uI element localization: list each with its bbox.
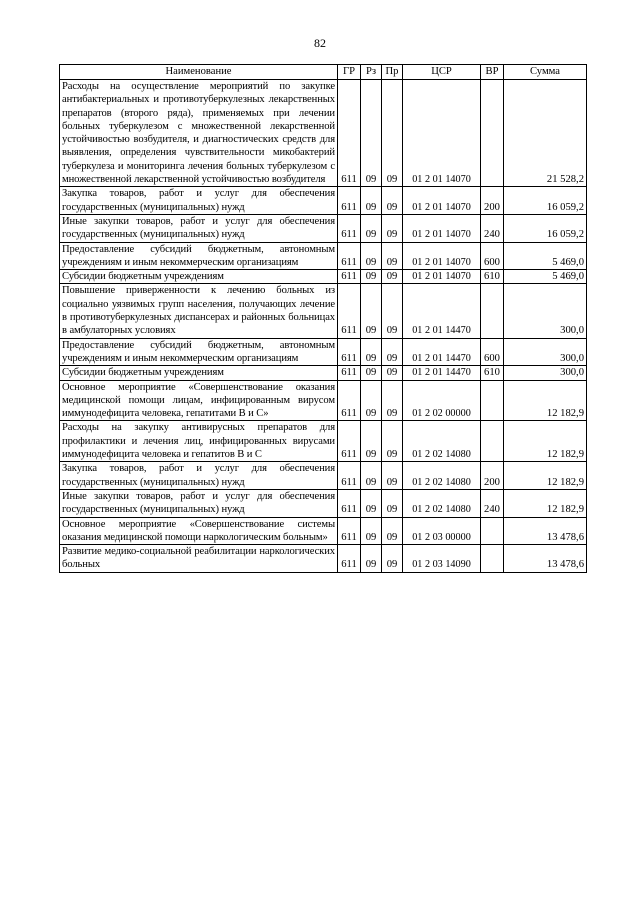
row-sum: 13 478,6: [504, 545, 587, 573]
row-name: Предоставление субсидий бюджетным, автономным учреждениям и иным некоммерческим организациям: [60, 338, 338, 366]
row-pr: 09: [382, 270, 403, 284]
table-row: [60, 545, 587, 573]
row-rz: 09: [361, 80, 382, 187]
header-vr: ВР: [481, 65, 504, 80]
row-csr: 01 2 02 00000: [403, 380, 481, 421]
table-row: [60, 242, 587, 270]
row-rz: 09: [361, 517, 382, 545]
row-sum: 12 182,9: [504, 380, 587, 421]
row-sum: 21 528,2: [504, 80, 587, 187]
table-row: [60, 187, 587, 215]
row-name: Расходы на закупку антивирусных препаратов для профилактики и лечения лиц, инфицированных вирусами иммунодефицита человека и гепатитов В и С: [60, 421, 338, 462]
row-gr: 611: [338, 80, 361, 187]
row-rz: 09: [361, 421, 382, 462]
row-sum: 300,0: [504, 366, 587, 380]
row-rz: 09: [361, 489, 382, 517]
row-sum: 12 182,9: [504, 462, 587, 490]
row-rz: 09: [361, 380, 382, 421]
row-vr: 240: [481, 214, 504, 242]
budget-table: [59, 64, 587, 573]
row-pr: 09: [382, 380, 403, 421]
row-rz: 09: [361, 284, 382, 338]
table-row: [60, 517, 587, 545]
row-pr: 09: [382, 462, 403, 490]
row-gr: 611: [338, 366, 361, 380]
row-csr: 01 2 02 14080: [403, 421, 481, 462]
row-rz: 09: [361, 187, 382, 215]
row-csr: 01 2 01 14070: [403, 80, 481, 187]
header-pr: Пр: [382, 65, 403, 80]
row-vr: 200: [481, 462, 504, 490]
row-vr: [481, 80, 504, 187]
row-name: Повышение приверженности к лечению больных из социально уязвимых групп населения, получающих лечение в противотуберкулезных диспансерах и районных больницах в амбулаторных условиях: [60, 284, 338, 338]
table-row: [60, 80, 587, 187]
row-vr: [481, 545, 504, 573]
row-name: Закупка товаров, работ и услуг для обеспечения государственных (муниципальных) нужд: [60, 462, 338, 490]
row-vr: [481, 284, 504, 338]
row-name: Закупка товаров, работ и услуг для обеспечения государственных (муниципальных) нужд: [60, 187, 338, 215]
row-pr: 09: [382, 489, 403, 517]
row-gr: 611: [338, 421, 361, 462]
row-name: Иные закупки товаров, работ и услуг для обеспечения государственных (муниципальных) нужд: [60, 489, 338, 517]
row-vr: 600: [481, 338, 504, 366]
row-name: Развитие медико-социальной реабилитации наркологических больных: [60, 545, 338, 573]
row-gr: 611: [338, 338, 361, 366]
row-csr: 01 2 03 00000: [403, 517, 481, 545]
row-vr: 610: [481, 270, 504, 284]
header-name: Наименование: [60, 65, 338, 80]
row-sum: 16 059,2: [504, 214, 587, 242]
table-row: [60, 421, 587, 462]
table-row: [60, 366, 587, 380]
row-gr: 611: [338, 545, 361, 573]
row-pr: 09: [382, 338, 403, 366]
row-name: Основное мероприятие «Совершенствование оказания медицинской помощи лицам, инфицированным вирусом иммунодефицита человека, гепатитами В и С»: [60, 380, 338, 421]
row-vr: 240: [481, 489, 504, 517]
row-pr: 09: [382, 214, 403, 242]
row-rz: 09: [361, 242, 382, 270]
row-gr: 611: [338, 517, 361, 545]
row-name: Предоставление субсидий бюджетным, автономным учреждениям и иным некоммерческим организациям: [60, 242, 338, 270]
row-csr: 01 2 01 14070: [403, 270, 481, 284]
row-gr: 611: [338, 489, 361, 517]
row-gr: 611: [338, 380, 361, 421]
header-gr: ГР: [338, 65, 361, 80]
row-gr: 611: [338, 462, 361, 490]
row-name: Субсидии бюджетным учреждениям: [60, 366, 338, 380]
table-row: [60, 380, 587, 421]
table-row: [60, 338, 587, 366]
row-csr: 01 2 02 14080: [403, 462, 481, 490]
row-name: Расходы на осуществление мероприятий по закупке антибактериальных и противотуберкулезных лекарственных препаратов (второго ряда), применяемых при лечении больных туберкулезом с множественной лекарственной устойчивостью возбудителя, и диагностических средств для выявления, определения чувствительности микобактерий туберкулеза и мониторинга лечения больных туберкулезом с множественной лекарственной устойчивостью возбудителя: [60, 80, 338, 187]
row-gr: 611: [338, 187, 361, 215]
row-sum: 12 182,9: [504, 421, 587, 462]
row-name: Основное мероприятие «Совершенствование системы оказания медицинской помощи наркологическим больным»: [60, 517, 338, 545]
row-vr: [481, 517, 504, 545]
row-csr: 01 2 01 14070: [403, 187, 481, 215]
row-rz: 09: [361, 545, 382, 573]
row-csr: 01 2 01 14070: [403, 242, 481, 270]
row-rz: 09: [361, 338, 382, 366]
row-gr: 611: [338, 214, 361, 242]
row-csr: 01 2 01 14070: [403, 214, 481, 242]
row-sum: 300,0: [504, 284, 587, 338]
row-vr: [481, 380, 504, 421]
row-sum: 16 059,2: [504, 187, 587, 215]
table-header-row: [60, 65, 587, 80]
row-rz: 09: [361, 270, 382, 284]
row-pr: 09: [382, 80, 403, 187]
row-vr: 610: [481, 366, 504, 380]
header-sum: Сумма: [504, 65, 587, 80]
row-gr: 611: [338, 270, 361, 284]
row-vr: 200: [481, 187, 504, 215]
row-name: Субсидии бюджетным учреждениям: [60, 270, 338, 284]
table-row: [60, 214, 587, 242]
row-pr: 09: [382, 284, 403, 338]
row-sum: 13 478,6: [504, 517, 587, 545]
row-vr: 600: [481, 242, 504, 270]
row-pr: 09: [382, 421, 403, 462]
row-rz: 09: [361, 462, 382, 490]
row-gr: 611: [338, 242, 361, 270]
table-row: [60, 284, 587, 338]
header-csr: ЦСР: [403, 65, 481, 80]
row-sum: 300,0: [504, 338, 587, 366]
row-pr: 09: [382, 242, 403, 270]
table-row: [60, 462, 587, 490]
page-number: 82: [314, 36, 326, 50]
row-csr: 01 2 03 14090: [403, 545, 481, 573]
row-sum: 12 182,9: [504, 489, 587, 517]
row-sum: 5 469,0: [504, 242, 587, 270]
row-sum: 5 469,0: [504, 270, 587, 284]
table-row: [60, 270, 587, 284]
row-name: Иные закупки товаров, работ и услуг для обеспечения государственных (муниципальных) нужд: [60, 214, 338, 242]
row-pr: 09: [382, 187, 403, 215]
row-rz: 09: [361, 214, 382, 242]
row-csr: 01 2 01 14470: [403, 284, 481, 338]
row-gr: 611: [338, 284, 361, 338]
table-row: [60, 489, 587, 517]
header-rz: Рз: [361, 65, 382, 80]
row-pr: 09: [382, 517, 403, 545]
row-rz: 09: [361, 366, 382, 380]
row-pr: 09: [382, 545, 403, 573]
row-csr: 01 2 02 14080: [403, 489, 481, 517]
row-vr: [481, 421, 504, 462]
row-csr: 01 2 01 14470: [403, 366, 481, 380]
row-pr: 09: [382, 366, 403, 380]
row-csr: 01 2 01 14470: [403, 338, 481, 366]
